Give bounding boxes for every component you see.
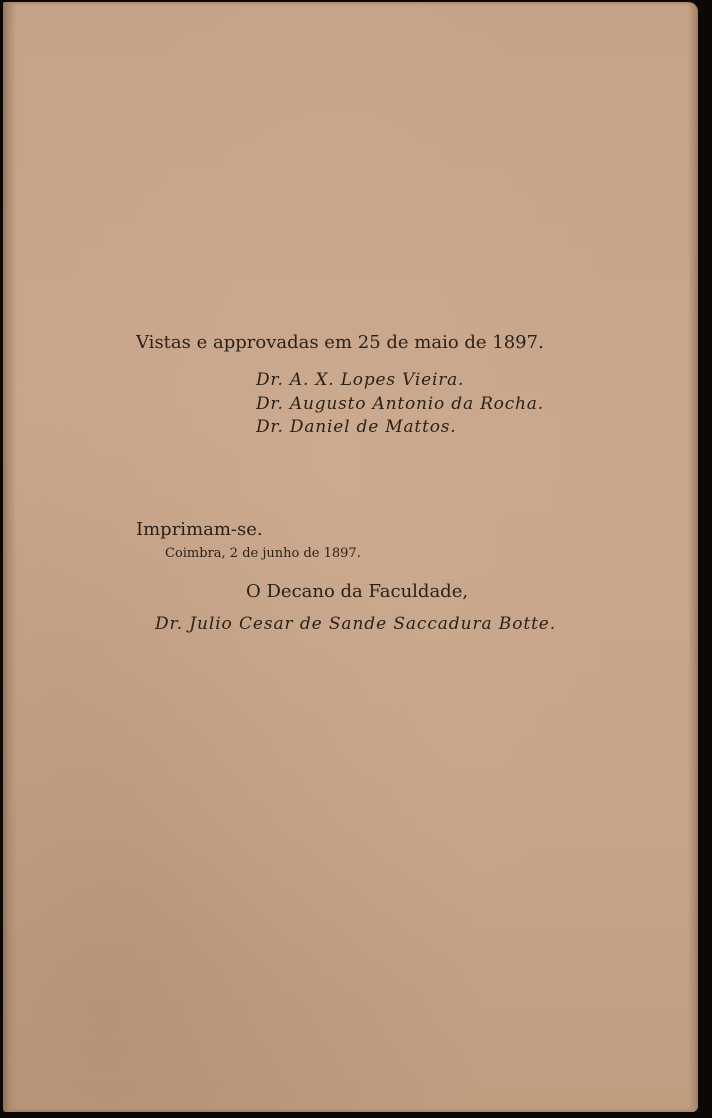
- dean-title: O Decano da Faculdade,: [246, 581, 469, 602]
- dean-name: Dr. Julio Cesar de Sande Saccadura Botte.: [155, 614, 557, 634]
- signatory-1: Dr. A. X. Lopes Vieira.: [256, 370, 465, 390]
- document-page: [3, 2, 698, 1112]
- approval-statement: Vistas e approvadas em 25 de maio de 1897.: [136, 332, 544, 353]
- signatory-2: Dr. Augusto Antonio da Rocha.: [256, 394, 544, 414]
- imprimatur-statement: Imprimam-se.: [136, 519, 263, 540]
- page-spine-shadow: [3, 2, 17, 1112]
- signatory-3: Dr. Daniel de Mattos.: [256, 417, 457, 437]
- place-date: Coimbra, 2 de junho de 1897.: [165, 546, 361, 561]
- page-edge-shadow: [688, 2, 698, 1112]
